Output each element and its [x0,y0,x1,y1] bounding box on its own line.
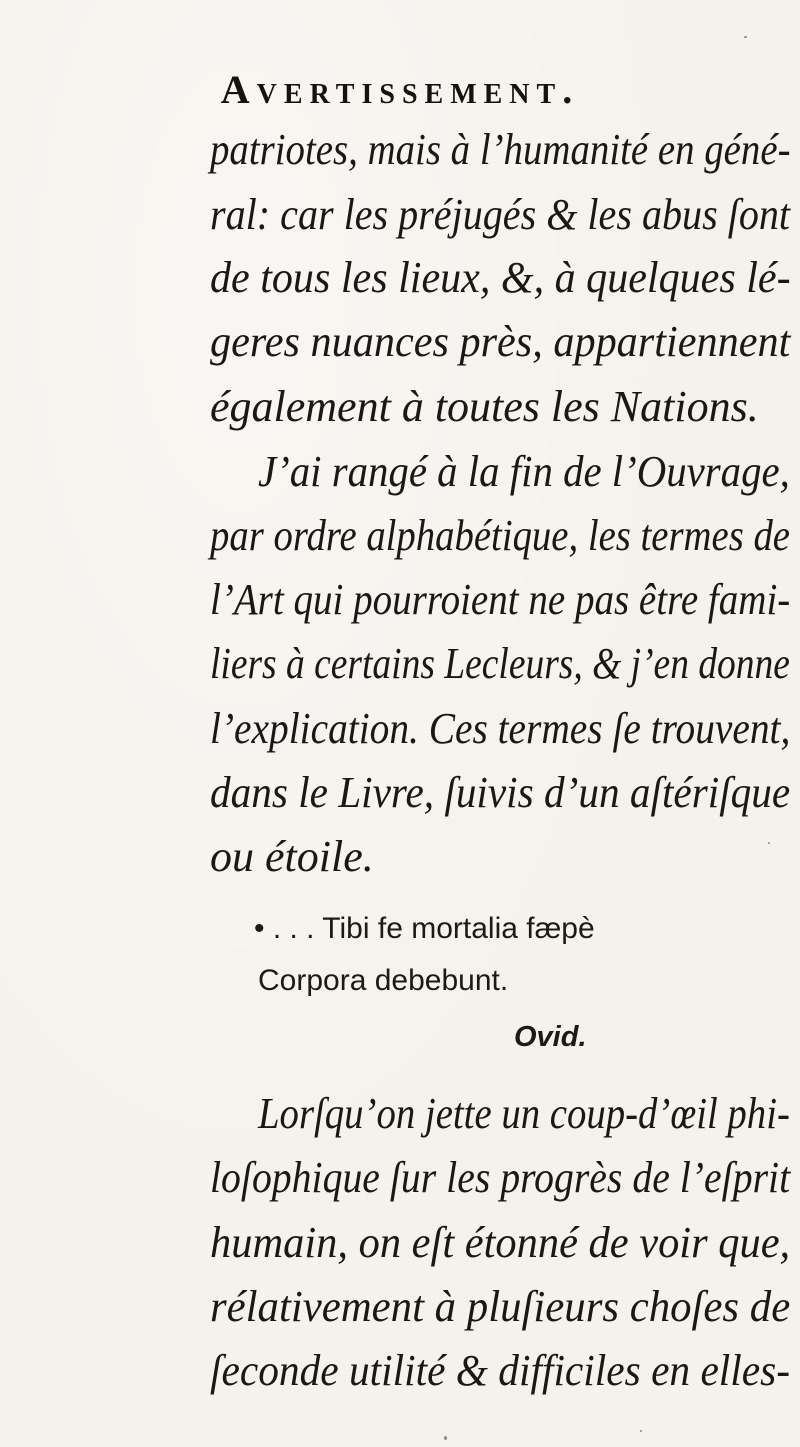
text-line: également à toutes les Nations. [210,382,759,431]
text-line: de tous les lieux, &, à quelques lé- [210,253,791,302]
quotation-line: Corpora debebunt. [258,964,509,997]
text-line: liers à certains Lecleurs, & j’en donne [210,639,790,688]
text-line: l’explication. Ces termes ſe trouvent, [210,704,791,753]
text-line: ral: car les préjugés & les abus ſont [210,190,791,239]
paper-speck [744,36,747,38]
text-line: Lorſqu’on jette un coup-d’œil phi- [258,1089,790,1138]
text-line: par ordre alphabétique, les termes de [210,511,790,560]
paper-speck [444,1436,447,1440]
text-line: ou étoile. [210,832,374,881]
quotation-attribution: Ovid. [514,1021,587,1053]
quotation-line: • . . . Tibi fe mortalia fæpè [254,912,595,945]
text-line: humain, on eſt étonné de voir que, [210,1218,791,1267]
text-line: l’Art qui pourroient ne pas être fami- [210,575,791,624]
text-line: rélativement à pluſieurs choſes de [210,1282,791,1331]
paper-speck [768,842,770,844]
text-line: patriotes, mais à l’humanité en géné- [210,125,791,174]
text-line: dans le Livre, ſuivis d’un aſtériſque [210,768,791,817]
text-line: loſophique ſur les progrès de l’eſprit [210,1153,791,1202]
running-header: Avertissement. [220,67,580,112]
text-line: geres nuances près, appartiennent [210,317,791,366]
paper-speck [640,1430,642,1432]
text-line: ſeconde utilité & difficiles en elles- [210,1346,791,1395]
text-line: J’ai rangé à la fin de l’Ouvrage, [258,447,790,496]
